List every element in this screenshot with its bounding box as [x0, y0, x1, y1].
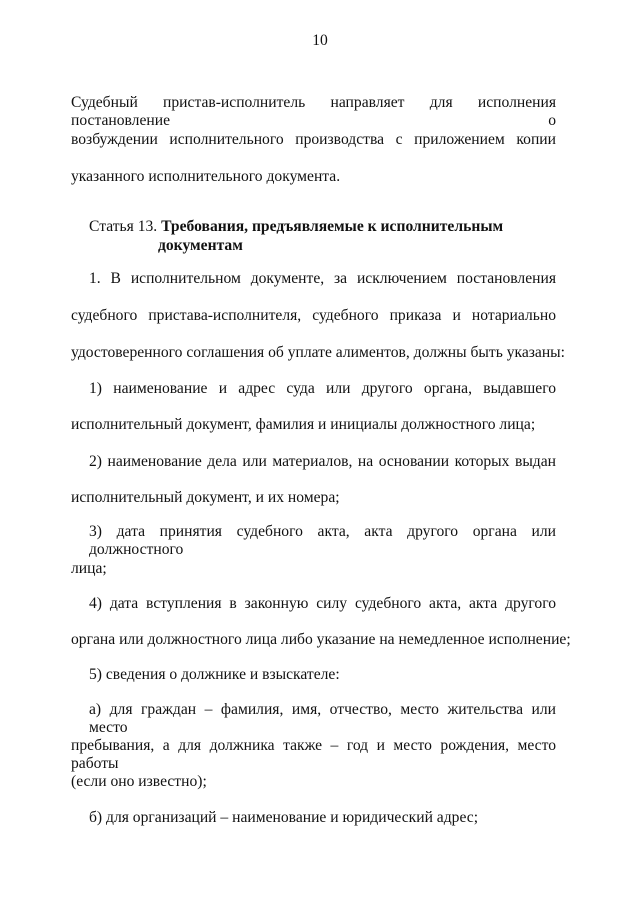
para1-line-3: удостоверенного соглашения об уплате алиментов, должны быть указаны: [71, 344, 565, 361]
item5a-line-2: пребывания, а для должника также – год и место рождения, место работы [71, 737, 556, 772]
item5b-line-1: б) для организаций – наименование и юридический адрес; [89, 809, 479, 826]
item1-line-1: 1) наименование и адрес суда или другого органа, выдавшего [89, 380, 556, 397]
item4-line-2: органа или должностного лица либо указание на немедленное исполнение; [71, 631, 571, 648]
article-title-line-2: документам [158, 237, 243, 254]
item2-line-2: исполнительный документ, и их номера; [71, 489, 340, 506]
item2-line-1: 2) наименование дела или материалов, на основании которых выдан [89, 453, 556, 470]
item4-line-1: 4) дата вступления в законную силу судебного акта, акта другого [89, 595, 556, 612]
article-heading [89, 217, 559, 255]
para1-line-2: судебного пристава-исполнителя, судебного приказа и нотариально [71, 307, 556, 324]
item3-line-1: 3) дата принятия судебного акта, акта другого органа или должностного [89, 523, 556, 558]
intro-line-1: Судебный пристав-исполнитель направляет для исполнения постановление о [71, 94, 556, 129]
intro-line-2: возбуждении исполнительного производства с приложением копии [71, 131, 556, 148]
item1-line-2: исполнительный документ, фамилия и инициалы должностного лица; [71, 416, 536, 433]
intro-line-3: указанного исполнительного документа. [71, 168, 341, 185]
article-label: Статья 13. [89, 218, 158, 235]
item5a-line-1: а) для граждан – фамилия, имя, отчество, место жительства или место [89, 701, 556, 736]
item3-line-2: лица; [71, 560, 107, 577]
article-title-line-1: Требования, предъявляемые к исполнительным [161, 218, 504, 235]
para1-line-1: 1. В исполнительном документе, за исключением постановления [89, 270, 556, 287]
item5a-line-3: (если оно известно); [71, 773, 207, 790]
item5-line-1: 5) сведения о должнике и взыскателе: [89, 666, 340, 683]
page-number: 10 [312, 32, 328, 49]
